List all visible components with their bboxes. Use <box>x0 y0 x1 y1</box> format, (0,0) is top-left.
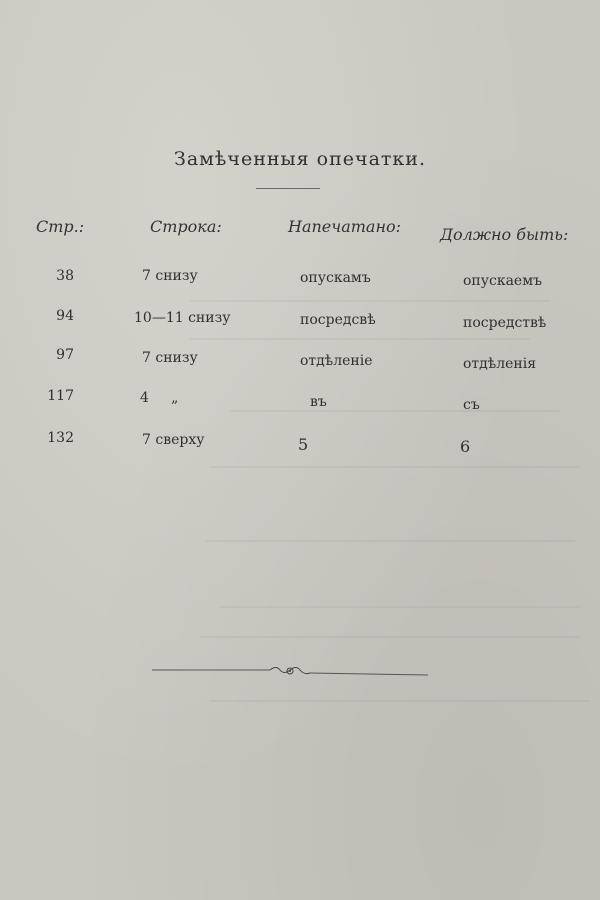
header-printed: Напечатано: <box>288 217 402 236</box>
row-line: 7 снизу <box>142 268 198 284</box>
ornament-divider <box>152 664 428 680</box>
row-page: 132 <box>47 430 74 446</box>
header-page: Стр.: <box>36 217 85 236</box>
page-title: Замѣченныя опечатки. <box>173 148 426 170</box>
header-line: Строка: <box>150 217 222 236</box>
row-line: 7 снизу <box>142 350 198 366</box>
row-should-be: съ <box>463 397 480 413</box>
row-printed: опускамъ <box>300 270 371 286</box>
row-page: 117 <box>47 388 74 404</box>
row-page: 94 <box>56 308 74 324</box>
row-printed: посредсвѣ <box>300 312 376 328</box>
row-should-be: 6 <box>460 437 471 456</box>
row-printed: въ <box>310 394 327 410</box>
row-page: 97 <box>56 347 74 363</box>
row-line: 7 сверху <box>142 432 205 448</box>
row-printed: 5 <box>298 435 309 454</box>
row-page: 38 <box>56 268 74 284</box>
row-line: 4 „ <box>140 390 179 406</box>
row-printed: отдѣленіе <box>300 353 373 369</box>
row-should-be: посредствѣ <box>463 315 547 331</box>
row-should-be: отдѣленія <box>463 356 537 372</box>
header-should-be: Должно быть: <box>440 225 569 244</box>
row-should-be: опускаемъ <box>463 273 543 289</box>
row-line: 10—11 снизу <box>134 310 231 326</box>
title-divider <box>256 188 320 189</box>
